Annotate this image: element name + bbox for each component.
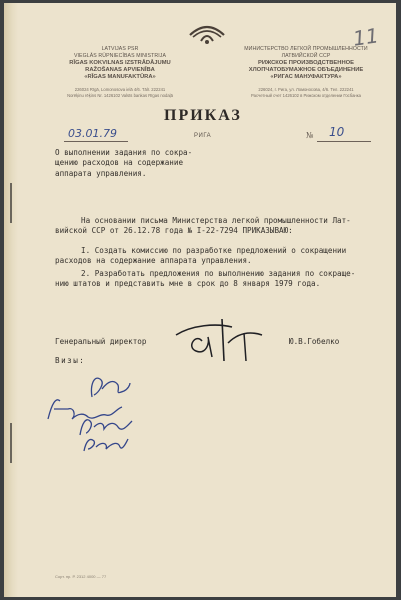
- order-item-1: [55, 246, 385, 267]
- binding-mark: [10, 423, 12, 463]
- approvals-label: Визы:: [55, 356, 86, 365]
- number-underline: [317, 141, 371, 142]
- order-preamble: [55, 216, 385, 237]
- item-line: расходов на содержание аппарата управления.: [55, 256, 252, 266]
- order-item-2: [55, 269, 385, 290]
- print-footer: Сорт. пр. Р. 2312 4000 — 77: [55, 574, 107, 579]
- director-signature: [172, 313, 272, 365]
- document-title: ПРИКАЗ: [164, 107, 242, 124]
- item-line: нию штатов и представить мне в срок до 8 января 1979 года.: [55, 279, 321, 289]
- folio-number: 11: [351, 23, 380, 51]
- letterhead-line: «РИГАС МАНУФАКТУРА»: [270, 74, 342, 80]
- order-date: 03.01.79: [68, 127, 117, 140]
- order-subject: [55, 148, 245, 179]
- letterhead-russian: [226, 46, 386, 98]
- item-line: 2. Разработать предложения по выполнению задания по сокраще-: [81, 269, 356, 278]
- preamble-line: На основании письма Министерства легкой промышленности Лат-: [81, 216, 351, 225]
- letterhead-address: 226024 Rīgā, Lomonosova ielā 4/6. Tālr. 222241: [74, 87, 166, 92]
- binding-edge: [4, 3, 18, 597]
- letterhead-line: VIEGLĀS RŪPNIECĪBAS MINISTRIJA: [73, 53, 167, 59]
- letterhead-address: Norēķinu rēķins Nr. 1426102 Valsts bankas Rīgas nodaļā: [67, 92, 173, 98]
- signatory-position: Генеральный директор: [55, 337, 147, 346]
- organization-logo-icon: [187, 21, 227, 45]
- date-underline: [64, 141, 128, 142]
- order-city: РИГА: [194, 133, 212, 139]
- letterhead-line: ХЛОПЧАТОБУМАЖНОЕ ОБЪЕДИНЕНИЕ: [248, 67, 364, 73]
- letterhead-line: РИЖСКОЕ ПРОИЗВОДСТВЕННОЕ: [257, 60, 355, 66]
- binding-mark: [10, 183, 12, 223]
- letterhead-latvian: [50, 46, 190, 98]
- approval-signature: [78, 431, 130, 457]
- letterhead-address: 226024, г. Рига, ул. Ломоносова, 4/6. Тел. 222241: [258, 87, 354, 92]
- subject-line: О выполнении задания по сокра-: [55, 148, 193, 157]
- letterhead-line: RAŽOŠANAS APVIENĪBA: [85, 67, 155, 73]
- letterhead-line: МИНИСТЕРСТВО ЛЕГКОЙ ПРОМЫШЛЕННОСТИ: [244, 46, 368, 52]
- letterhead-line: «RĪGAS MANUFAKTŪRA»: [84, 74, 156, 80]
- letterhead-address: Расчетный счет 1426102 в Рижском отделении Госбанка: [251, 92, 361, 98]
- subject-line: щению расходов на содержание: [55, 158, 184, 168]
- letterhead-line: RĪGAS KOKVILNAS IZSTRĀDĀJUMU: [69, 60, 171, 66]
- preamble-line: вийской ССР от 26.12.78 года № I-22-7294 ПРИКАЗЫВАЮ:: [55, 226, 293, 236]
- letterhead-line: LATVIJAS PSR: [101, 46, 139, 52]
- order-number: 10: [329, 125, 345, 139]
- subject-line: аппарата управления.: [55, 168, 147, 178]
- item-line: I. Создать комиссию по разработке предложений о сокращении: [81, 246, 347, 255]
- signatory-name: Ю.В.Гобелко: [289, 337, 340, 346]
- letterhead-line: ЛАТВИЙСКОЙ ССР: [281, 53, 331, 59]
- document-sheet: [4, 3, 396, 597]
- number-sign: №: [306, 131, 314, 140]
